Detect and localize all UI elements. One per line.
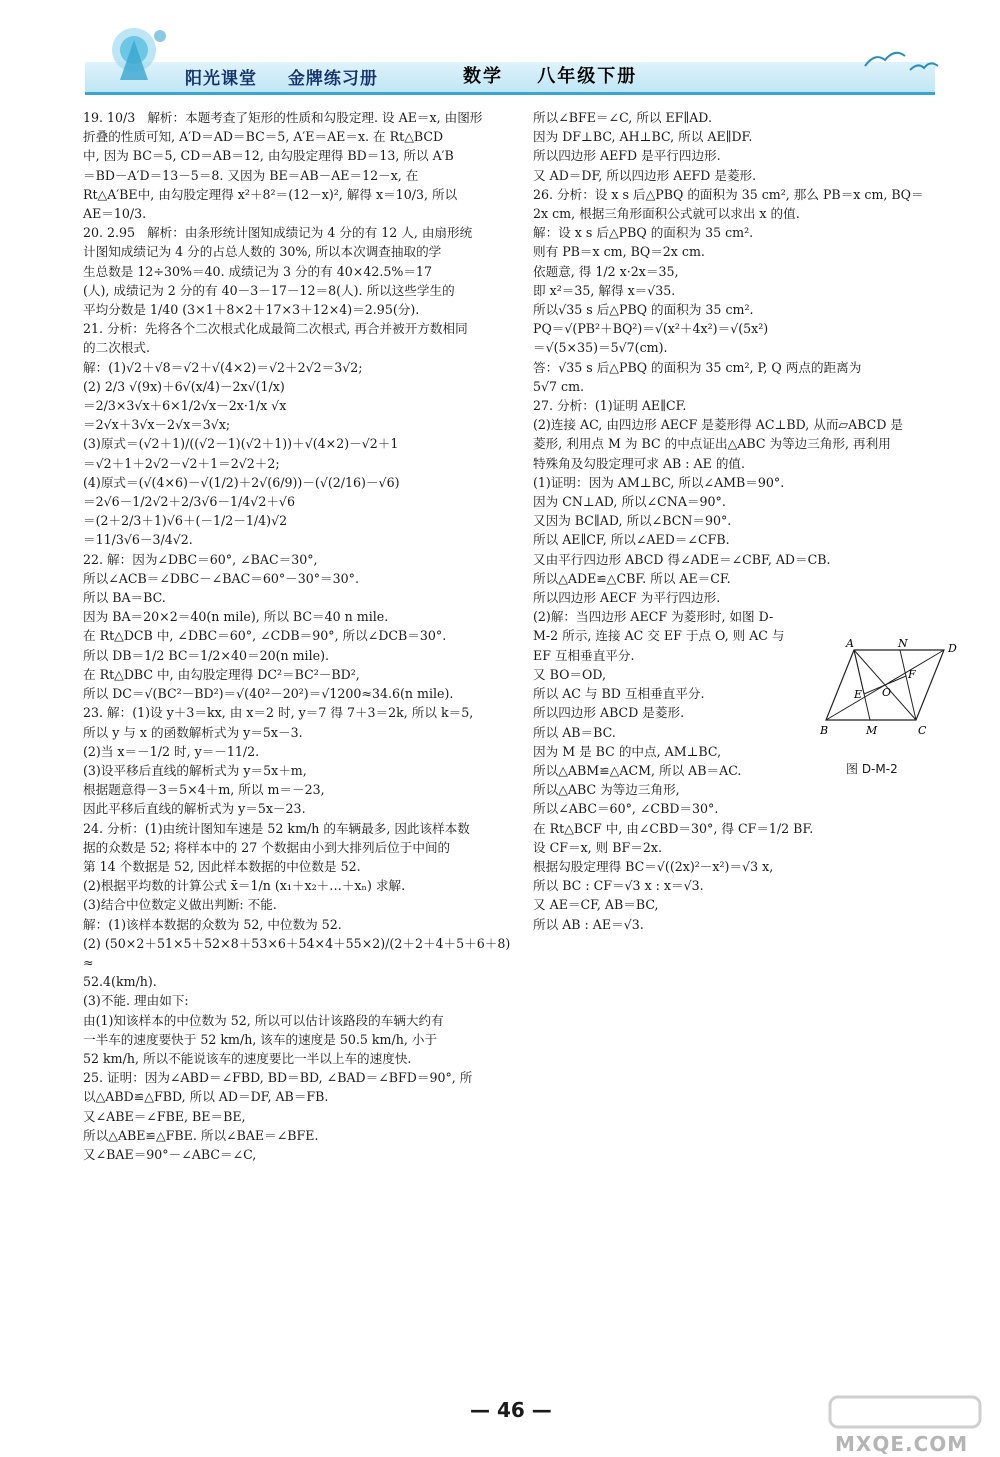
left-line: 在 Rt△DBC 中, 由勾股定理得 DC²＝BC²－BD², — [83, 666, 360, 682]
right-line: 又 BO＝OD, — [533, 666, 606, 682]
right-line: 所以√35 s 后△PBQ 的面积为 35 cm². — [533, 302, 754, 318]
left-line: 解：(1)√2＋√8＝√2＋√(4×2)＝√2＋2√2＝3√2; — [83, 359, 363, 375]
left-line: 在 Rt△DCB 中, ∠DBC＝60°, ∠CDB＝90°, 所以∠DCB＝30°. — [83, 628, 447, 644]
left-line: 由(1)知该样本的中位数为 52, 所以可以估计该路段的车辆大约有 — [83, 1012, 444, 1028]
left-line: 的二次根式. — [83, 340, 150, 356]
left-line: ＝2/3×3√x＋6×1/2√x－2x·1/x √x — [83, 398, 287, 414]
right-line: PQ＝√(PB²＋BQ²)＝√(x²＋4x²)＝√(5x²) — [533, 321, 769, 337]
page-header — [0, 0, 1000, 100]
left-line: (人), 成绩记为 2 分的有 40－3－17－12＝8(人). 所以这些学生的 — [83, 282, 455, 298]
left-line: 所以 DC＝√(BC²－BD²)＝√(40²－20²)＝√1200≈34.6(n mile). — [83, 686, 454, 702]
right-line: 2x cm, 根据三角形面积公式就可以求出 x 的值. — [533, 206, 800, 222]
right-line: 所以 AB＝BC. — [533, 724, 616, 740]
birds-icon — [860, 38, 950, 78]
right-line: 又 AD＝DF, 所以四边形 AEFD 是菱形. — [533, 167, 757, 183]
left-line: 22. 解：因为∠DBC＝60°, ∠BAC＝30°, — [83, 551, 318, 567]
right-line: 答：√35 s 后△PBQ 的面积为 35 cm², P, Q 两点的距离为 — [533, 359, 862, 375]
left-line: 第 14 个数据是 52, 因此样本数据的中位数是 52. — [83, 858, 361, 874]
right-line: 又由平行四边形 ABCD 得∠ADE＝∠CBF, AD＝CB. — [533, 551, 831, 567]
brand-left: 阳光课堂 — [185, 69, 257, 89]
left-line: (3)不能. 理由如下: — [83, 993, 189, 1009]
left-line: ＝11/3√6－3/4√2. — [83, 532, 193, 548]
right-line: 5√7 cm. — [533, 378, 585, 394]
label-c: C — [918, 724, 927, 737]
left-line: 一半车的速度要快于 52 km/h, 该车的速度是 50.5 km/h, 小于 — [83, 1031, 438, 1047]
left-line: 又∠BAE＝90°－∠ABC＝∠C, — [83, 1146, 257, 1162]
rhombus-figure — [820, 638, 960, 768]
left-line: 19. 10/3 解析：本题考查了矩形的性质和勾股定理. 设 AE＝x, 由图形 — [83, 110, 483, 125]
left-line: (3)原式＝(√2＋1)/((√2－1)(√2＋1))＋√(4×2)－√2＋1 — [83, 436, 399, 452]
right-line: M-2 所示, 连接 AC 交 EF 于点 O, 则 AC 与 — [533, 628, 785, 644]
right-line: ＝√(5×35)＝5√7(cm). — [533, 340, 668, 356]
left-line: (2) (50×2＋51×5＋52×8＋53×6＋54×4＋55×2)/(2＋2＋4＋5＋6＋8) ≈ — [83, 935, 515, 970]
right-line: 所以∠ABC＝60°, ∠CBD＝30°. — [533, 801, 719, 817]
right-line: 即 x²＝35, 解得 x＝√35. — [533, 282, 676, 298]
left-line: 生总数是 12÷30%＝40. 成绩记为 3 分的有 40×42.5%＝17 — [83, 263, 432, 279]
segment-cn — [900, 650, 916, 720]
right-line: 所以四边形 AECF 为平行四边形. — [533, 590, 721, 606]
right-line: 所以四边形 AEFD 是平行四边形. — [533, 148, 721, 164]
left-line: 平均分数是 1/40 (3×1＋8×2＋17×3＋12×4)＝2.95(分). — [83, 302, 420, 318]
left-line: 据的众数是 52; 将样本中的 27 个数据由小到大排列后位于中间的 — [83, 839, 451, 855]
right-line: 所以△ABC 为等边三角形, — [533, 782, 680, 798]
left-line: 所以 BA＝BC. — [83, 590, 166, 606]
left-line: 因此平移后直线的解析式为 y＝5x－23. — [83, 801, 306, 817]
left-line: (3)设平移后直线的解析式为 y＝5x＋m, — [83, 762, 307, 778]
right-line: 菱形, 利用点 M 为 BC 的中点证出△ABC 为等边三角形, 再利用 — [533, 436, 891, 452]
sun-logo-icon — [100, 20, 180, 92]
right-line: 26. 分析：设 x s 后△PBQ 的面积为 35 cm², 那么 PB＝x cm, BQ＝ — [533, 186, 924, 202]
right-line: 因为 M 是 BC 的中点, AM⊥BC, — [533, 743, 722, 759]
answer-column-left — [83, 108, 523, 1164]
answer-column-right — [533, 108, 953, 934]
right-line: 在 Rt△BCF 中, 由∠CBD＝30°, 得 CF＝1/2 BF. — [533, 820, 814, 836]
left-line: 根据题意得－3＝5×4＋m, 所以 m＝－23, — [83, 782, 325, 798]
right-line: EF 互相垂直平分. — [533, 647, 635, 663]
left-line: (3)结合中位数定义做出判断: 不能. — [83, 897, 277, 913]
brand-title — [185, 64, 402, 89]
left-line: (4)原式＝(√(4×6)－√(1/2)＋2√(6/9))－(√(2/16)－√6) — [83, 474, 400, 490]
right-line: 所以 AE∥CF, 所以∠AED＝∠CFB. — [533, 532, 730, 548]
left-line: 52.4(km/h). — [83, 974, 157, 990]
subject-name: 数学 — [463, 66, 503, 87]
right-line: (1)证明：因为 AM⊥BC, 所以∠AMB＝90°. — [533, 474, 785, 490]
left-line: ＝2√x＋3√x－2√x＝3√x; — [83, 417, 231, 433]
right-line: 27. 分析：(1)证明 AE∥CF. — [533, 398, 687, 414]
label-n: N — [898, 638, 908, 650]
label-o: O — [882, 686, 892, 699]
right-line: 所以∠BFE＝∠C, 所以 EF∥AD. — [533, 110, 712, 125]
left-line: 折叠的性质可知, A′D＝AD＝BC＝5, A′E＝AE＝x. 在 Rt△BCD — [83, 129, 444, 145]
right-line: 根据勾股定理得 BC＝√((2x)²－x²)＝√3 x, — [533, 858, 774, 874]
right-line: 所以 AC 与 BD 互相垂直平分. — [533, 686, 705, 702]
subject-title — [463, 62, 663, 88]
label-d: D — [948, 642, 957, 655]
right-line: (2)连接 AC, 由四边形 AECF 是菱形得 AC⊥BD, 从而▱ABCD 是 — [533, 417, 904, 433]
left-line: 中, 因为 BC＝5, CD＝AB＝12, 由勾股定理得 BD＝13, 所以 A′B — [83, 148, 454, 164]
left-line: Rt△A′BE中, 由勾股定理得 x²＋8²＝(12－x)², 解得 x＝10/3, 所以 — [83, 186, 458, 202]
left-line: 所以 y 与 x 的函数解析式为 y＝5x－3. — [83, 724, 303, 740]
watermark-text: MXQE.COM — [835, 1432, 969, 1456]
figure-caption: 图 D-M-2 — [846, 762, 898, 776]
right-line: 解：设 x s 后△PBQ 的面积为 35 cm². — [533, 225, 754, 241]
left-line: ＝√2＋1＋2√2－√2＋1＝2√2＋2; — [83, 455, 280, 471]
left-line: 21. 分析：先将各个二次根式化成最简二次根式, 再合并被开方数相同 — [83, 321, 468, 337]
left-line: 24. 分析：(1)由统计图知车速是 52 km/h 的车辆最多, 因此该样本数 — [83, 820, 470, 836]
right-line: 又 AE＝CF, AB＝BC, — [533, 897, 659, 913]
label-f: F — [908, 668, 916, 681]
right-line: 依题意, 得 1/2 x·2x＝35, — [533, 263, 679, 279]
right-line: (2)解：当四边形 AECF 为菱形时, 如图 D- — [533, 609, 774, 625]
left-line: 又∠ABE＝∠FBE, BE＝BE, — [83, 1108, 246, 1124]
grade-name: 八年级下册 — [537, 66, 638, 87]
right-line: 所以 BC : CF＝√3 x : x＝√3. — [533, 878, 704, 894]
left-line: ＝2√6－1/2√2＋2/3√6－1/4√2＋√6 — [83, 494, 295, 510]
right-line: 所以 AB : AE＝√3. — [533, 916, 644, 932]
left-line: 计图知成绩记为 4 分的占总人数的 30%, 所以本次调查抽取的学 — [83, 244, 442, 260]
right-line: 设 CF＝x, 则 BF＝2x. — [533, 839, 662, 855]
right-line: 所以四边形 ABCD 是菱形. — [533, 705, 685, 721]
right-line: 则有 PB＝x cm, BQ＝2x cm. — [533, 244, 705, 260]
right-line: 特殊角及勾股定理可求 AB : AE 的值. — [533, 455, 746, 471]
left-line: 解：(1)该样本数据的众数为 52, 中位数为 52. — [83, 916, 342, 932]
left-line: 20. 2.95 解析：由条形统计图知成绩记为 4 分的有 12 人, 由扇形统 — [83, 225, 473, 241]
label-m: M — [866, 724, 878, 737]
left-line: 所以∠ACB＝∠DBC－∠BAC＝60°－30°＝30°. — [83, 570, 359, 586]
label-b: B — [820, 724, 829, 737]
left-line: (2)当 x＝－1/2 时, y＝－11/2. — [83, 743, 260, 759]
right-line: 所以△ADE≌△CBF. 所以 AE＝CF. — [533, 570, 731, 586]
left-line: 25. 证明：因为∠ABD＝∠FBD, BD＝BD, ∠BAD＝∠BFD＝90°, 所 — [83, 1070, 473, 1086]
left-line: (2)根据平均数的计算公式 x̄＝1/n (x₁＋x₂＋…＋xₙ) 求解. — [83, 878, 406, 894]
left-line: 以△ABD≌△FBD, 所以 AD＝DF, AB＝FB. — [83, 1089, 329, 1105]
page-number: — 46 — — [470, 1398, 552, 1422]
left-line: ＝BD－A′D＝13－5＝8. 又因为 BE＝AB－AE＝12－x, 在 — [83, 167, 419, 183]
label-a: A — [846, 638, 854, 650]
left-line: 因为 BA＝20×2＝40(n mile), 所以 BC＝40 n mile. — [83, 609, 389, 625]
left-line: (2) 2/3 √(9x)＋6√(x/4)－2x√(1/x) — [83, 378, 285, 394]
label-e: E — [854, 688, 863, 701]
right-line: 因为 DF⊥BC, AH⊥BC, 所以 AE∥DF. — [533, 129, 753, 145]
left-line: 23. 解：(1)设 y＋3＝kx, 由 x＝2 时, y＝7 得 7＋3＝2k, 所以 k＝5, — [83, 705, 474, 721]
right-line: 因为 CN⊥AD, 所以∠CNA＝90°. — [533, 494, 726, 510]
left-line: ＝(2＋2/3＋1)√6＋(－1/2－1/4)√2 — [83, 513, 288, 529]
left-line: 所以△ABE≌△FBE. 所以∠BAE＝∠BFE. — [83, 1127, 319, 1143]
left-line: 所以 DB＝1/2 BC＝1/2×40＝20(n mile). — [83, 647, 329, 663]
right-line: 所以△ABM≌△ACM, 所以 AB＝AC. — [533, 762, 742, 778]
left-line: 52 km/h, 所以不能说该车的速度要比一半以上车的速度快. — [83, 1050, 412, 1066]
left-line: AE＝10/3. — [83, 206, 147, 222]
right-line: 又因为 BC∥AD, 所以∠BCN＝90°. — [533, 513, 732, 529]
brand-right: 金牌练习册 — [287, 69, 378, 89]
